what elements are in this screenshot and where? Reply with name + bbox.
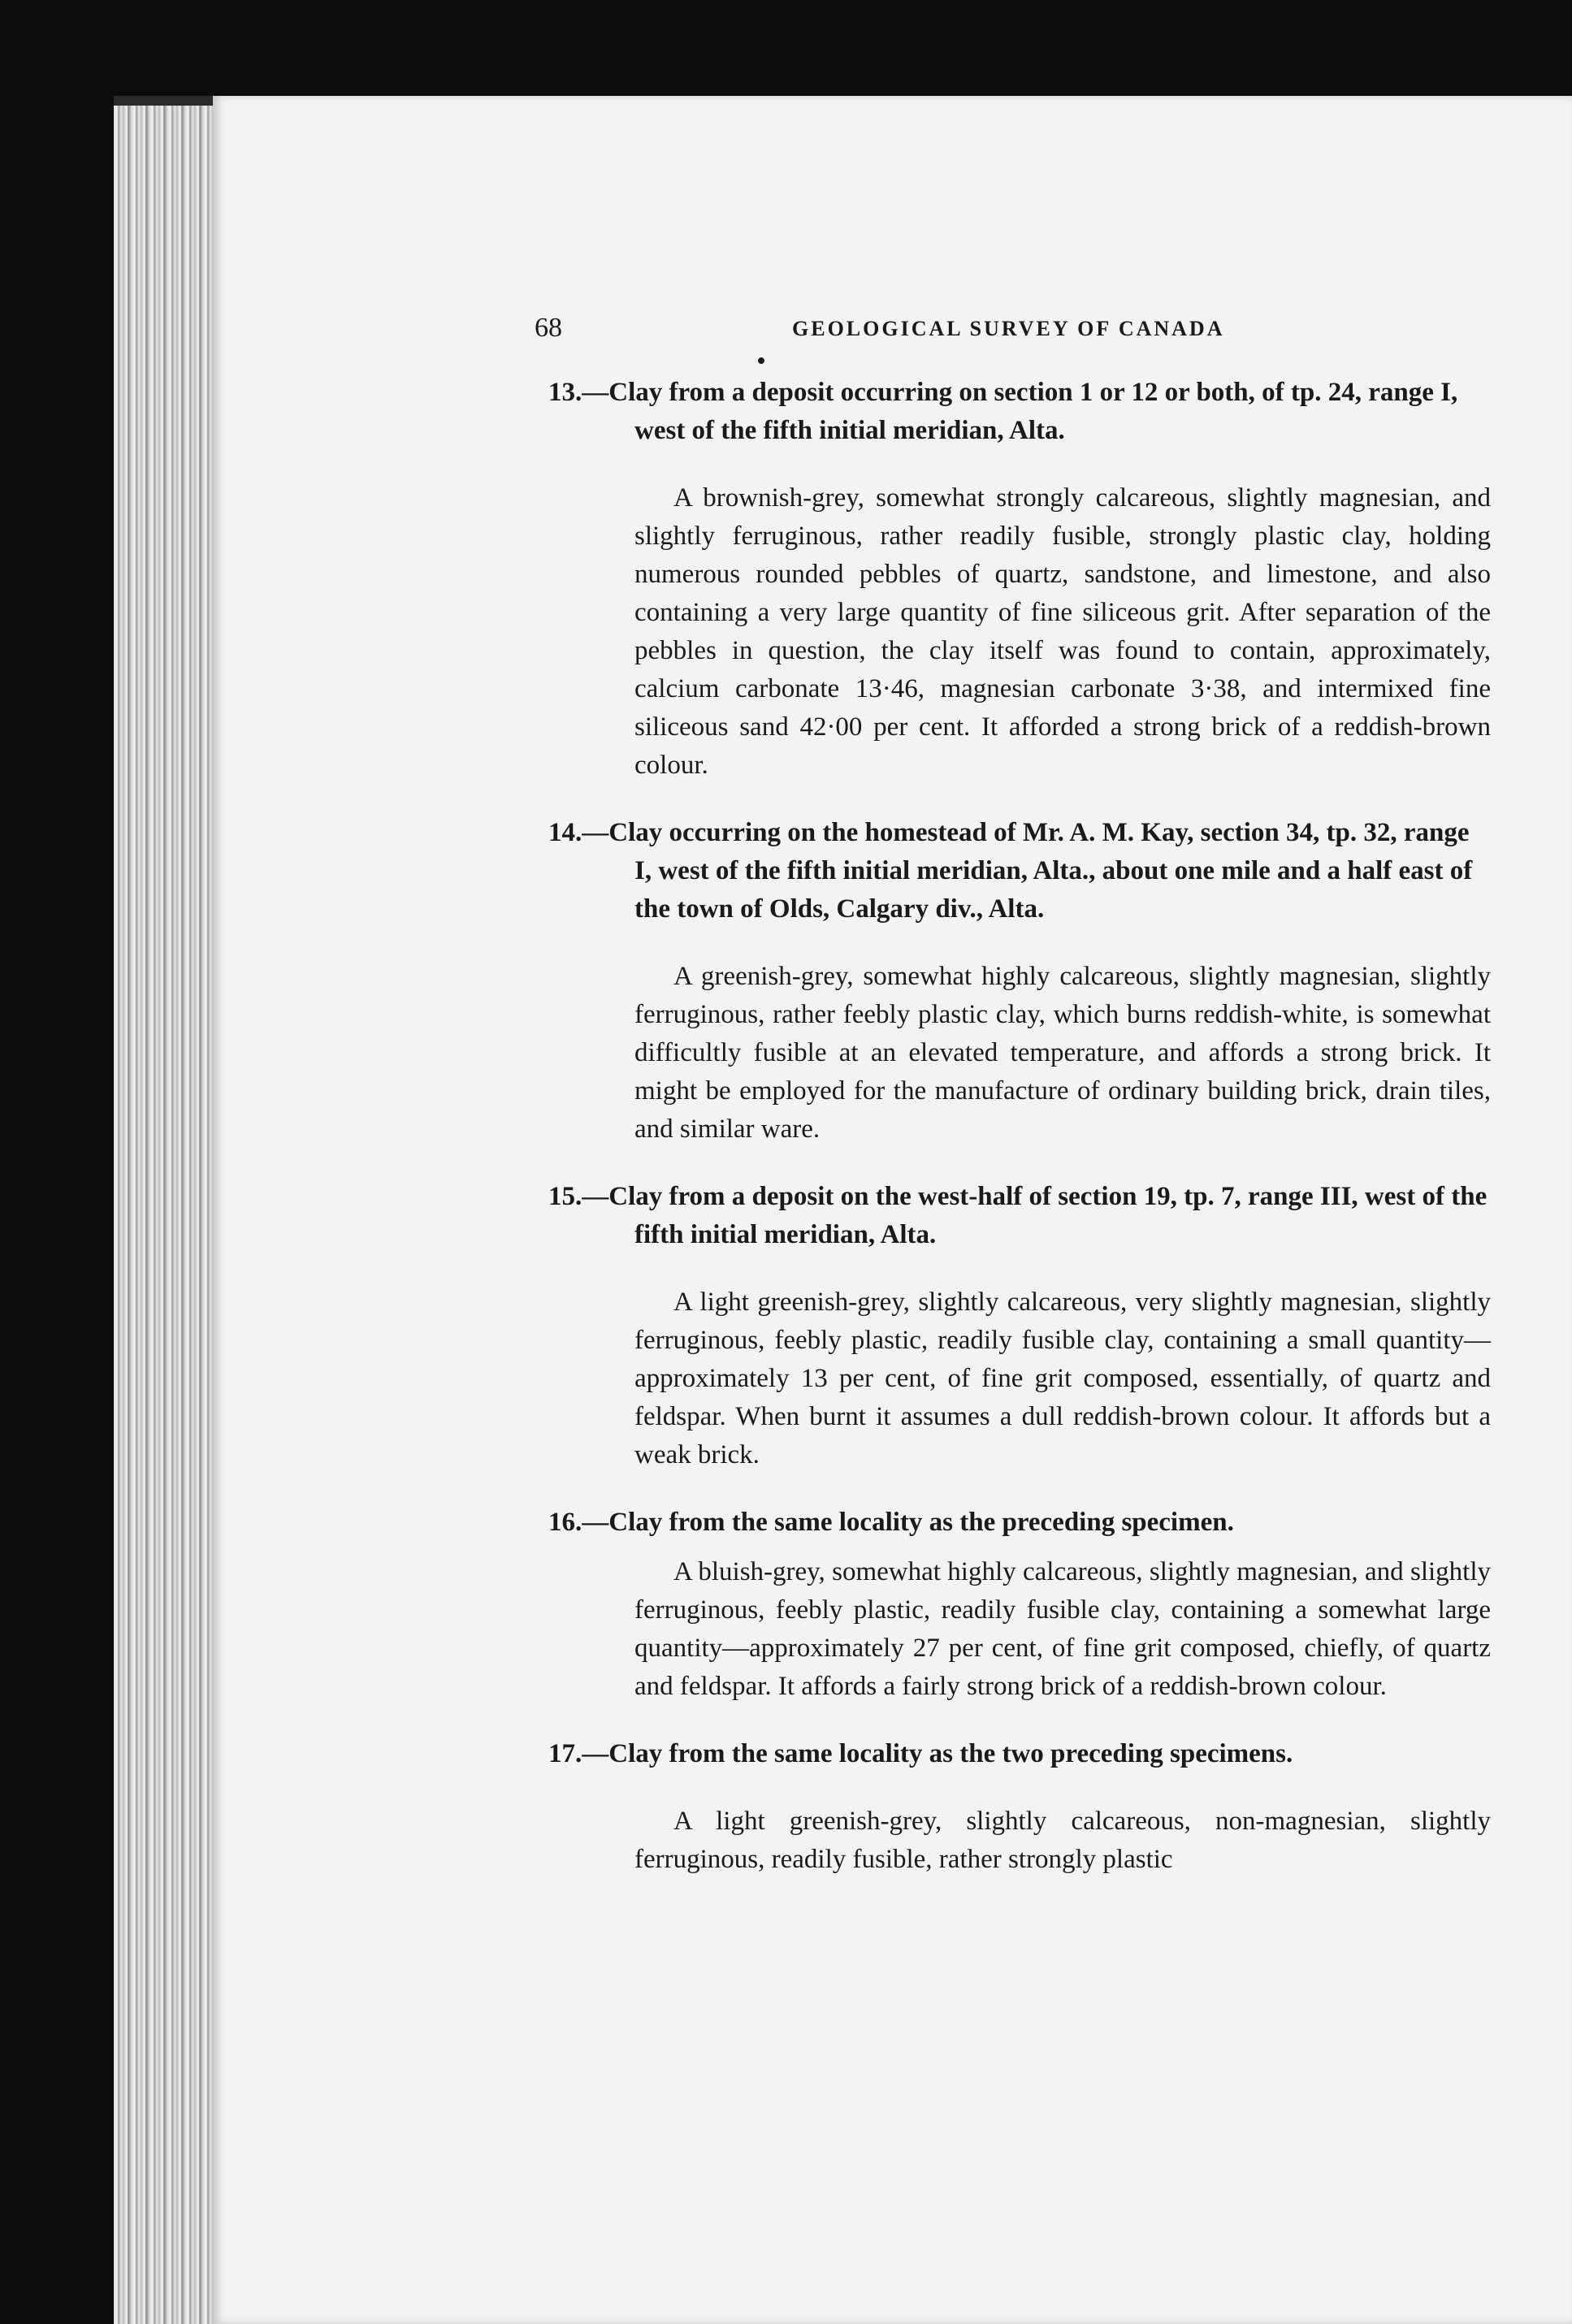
page-content xyxy=(548,374,1491,1908)
entry-16 xyxy=(548,1504,1491,1706)
ink-dot xyxy=(758,357,764,364)
entry-heading: 13.—Clay from a deposit occurring on section 1 or 12 or both, of tp. 24, range I, west of the fifth initial meridian, Alta. xyxy=(548,378,1458,445)
page-number: 68 xyxy=(535,313,562,343)
entry-description: A bluish-grey, somewhat highly calcareous, slightly magnesian, and slightly ferruginous, feebly plastic, readily fusible clay, containing a somewhat large quantity—approximately 27 per cent, of fine grit composed, chiefly, of quartz and feldspar. It affords a fairly strong brick of a reddish-brown colour. xyxy=(634,1557,1491,1701)
entry-heading: 16.—Clay from the same locality as the preceding specimen. xyxy=(548,1508,1234,1537)
entry-description: A light greenish-grey, slightly calcareous, non-magnesian, slightly ferruginous, readily fusible, rather strongly plastic xyxy=(634,1807,1491,1874)
entry-description: A brownish-grey, somewhat strongly calcareous, slightly magnesian, and slightly ferruginous, rather readily fusible, strongly plastic clay, holding numerous rounded pebbles of quartz, sandstone, and limestone, and also containing a very large quantity of fine siliceous grit. After separation of the pebbles in question, the clay itself was found to contain, approximately, calcium carbonate 13·46, magnesian carbonate 3·38, and intermixed fine siliceous sand 42·00 per cent. It afforded a strong brick of a reddish-brown colour. xyxy=(634,483,1491,780)
entry-15 xyxy=(548,1178,1491,1474)
entry-description: A light greenish-grey, slightly calcareous, very slightly magnesian, slightly ferruginous, feebly plastic, readily fusible clay, containing a small quantity—approximately 13 per cent, of fine grit composed, essentially, of quartz and feldspar. When burnt it assumes a dull reddish-brown colour. It affords but a weak brick. xyxy=(634,1288,1491,1469)
entry-heading: 14.—Clay occurring on the homestead of Mr. A. M. Kay, section 34, tp. 32, range I, west of the fifth initial meridian, Alta., about one mile and a half east of the town of Olds, Calgary div., Alta. xyxy=(548,818,1473,924)
entry-heading: 15.—Clay from a deposit on the west-half of section 19, tp. 7, range III, west of the fifth initial meridian, Alta. xyxy=(548,1182,1488,1249)
entry-14 xyxy=(548,814,1491,1149)
entry-description: A greenish-grey, somewhat highly calcareous, slightly magnesian, slightly ferruginous, rather feebly plastic clay, which burns reddish-white, is somewhat difficultly fusible at an elevated temperature, and affords a strong brick. It might be employed for the manufacture of ordinary building brick, drain tiles, and similar ware. xyxy=(634,962,1491,1144)
book-binding xyxy=(114,106,218,2324)
entry-17 xyxy=(548,1735,1491,1879)
running-head: GEOLOGICAL SURVEY OF CANADA xyxy=(792,317,1225,340)
entry-13 xyxy=(548,374,1491,785)
entry-heading: 17.—Clay from the same locality as the two preceding specimens. xyxy=(548,1739,1293,1768)
